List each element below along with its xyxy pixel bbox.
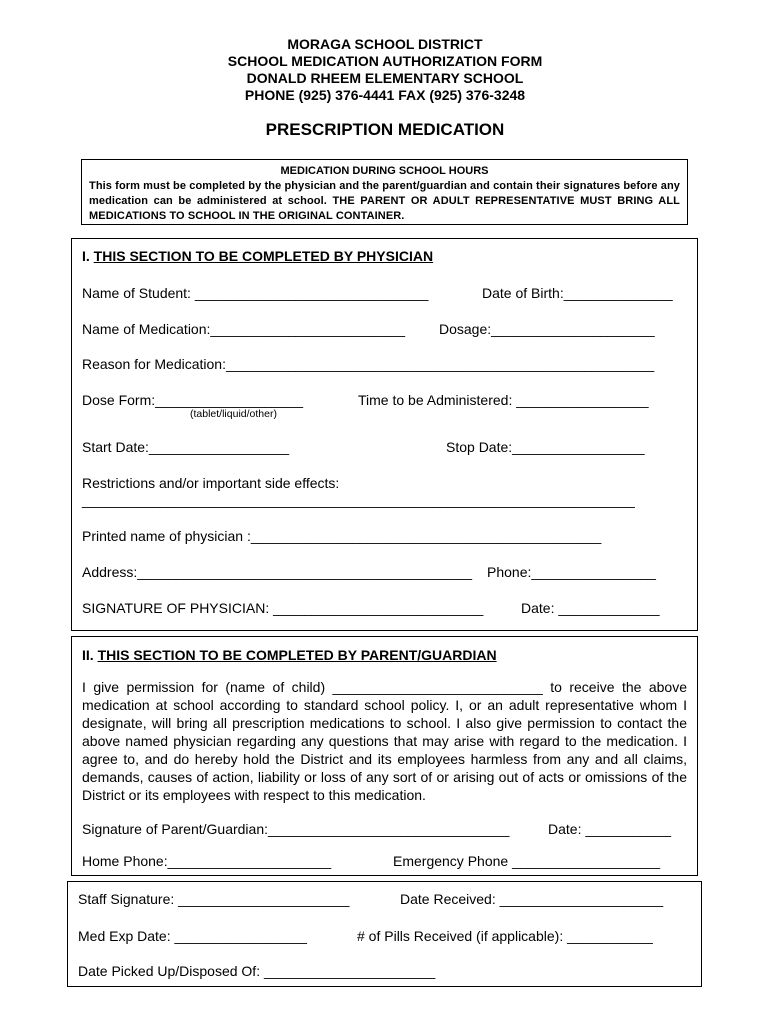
date-received-field[interactable]: Date Received: _____________________ [400, 891, 664, 907]
dose-form-hint: (tablet/liquid/other) [190, 408, 277, 420]
parent-section-heading [82, 647, 497, 663]
physician-date-field[interactable]: Date: _____________ [521, 600, 660, 616]
pills-received-field[interactable]: # of Pills Received (if applicable): ___________ [357, 928, 653, 944]
contact-line: PHONE (925) 376-4441 FAX (925) 376-3248 [244, 87, 526, 103]
student-name-field[interactable]: Name of Student: ______________________________ [82, 285, 429, 301]
time-administered-field[interactable]: Time to be Administered: _________________ [358, 392, 649, 408]
dosage-field[interactable]: Dosage:_____________________ [439, 321, 655, 337]
section-heading-text: THIS SECTION TO BE COMPLETED BY PARENT/GUARDIAN [97, 647, 497, 663]
district-name: MORAGA SCHOOL DISTRICT [287, 36, 483, 52]
physician-section-heading [82, 248, 433, 264]
address-field[interactable]: Address:___________________________________________ [82, 564, 473, 580]
start-date-field[interactable]: Start Date:__________________ [82, 439, 290, 455]
home-phone-field[interactable]: Home Phone:_____________________ [82, 853, 332, 869]
restrictions-label: Restrictions and/or important side effects: [82, 475, 340, 491]
medication-name-field[interactable]: Name of Medication:_________________________ [82, 321, 406, 337]
emergency-phone-field[interactable]: Emergency Phone ___________________ [393, 853, 661, 869]
physician-name-field[interactable]: Printed name of physician :_____________________________________________ [82, 528, 602, 544]
stop-date-field[interactable]: Stop Date:_________________ [446, 439, 645, 455]
parent-signature-field[interactable]: Signature of Parent/Guardian:_______________________________ [82, 821, 510, 837]
notice-title: MEDICATION DURING SCHOOL HOURS [280, 165, 489, 177]
physician-section [71, 238, 698, 631]
reason-field[interactable]: Reason for Medication:_______________________________________________________ [82, 356, 655, 372]
restrictions-field[interactable]: _______________________________________________________________________ [82, 492, 635, 508]
parent-date-field[interactable]: Date: ___________ [548, 821, 671, 837]
section-heading-text: THIS SECTION TO BE COMPLETED BY PHYSICIAN [93, 248, 434, 264]
date-of-birth-field[interactable]: Date of Birth:______________ [482, 285, 673, 301]
form-name: SCHOOL MEDICATION AUTHORIZATION FORM [227, 53, 543, 69]
permission-paragraph: I give permission for (name of child) ___________________________ to receive the above medication at school according to standard school policy. I, or an adult representative whom I designate, will bring all prescription medications to school. I also give permission to contact the above named physician regarding any questions that may arise with regard to the medication. I agree to, and do hereby hold the District and its employees harmless from any and all claims, demands, causes of action, liability or loss of any sort of or arising out of acts or omissions of the District or its employees with respect to this medication. [82, 679, 687, 803]
staff-signature-field[interactable]: Staff Signature: ______________________ [78, 891, 350, 907]
form-header [0, 36, 770, 104]
page-title: PRESCRIPTION MEDICATION [265, 120, 505, 139]
picked-up-field[interactable]: Date Picked Up/Disposed Of: ______________________ [78, 963, 436, 979]
dose-form-field[interactable]: Dose Form:___________________ [82, 392, 304, 408]
parent-section [71, 636, 698, 876]
physician-signature-field[interactable]: SIGNATURE OF PHYSICIAN: ___________________________ [82, 600, 484, 616]
notice-box [81, 159, 688, 225]
notice-body: This form must be completed by the physician and the parent/guardian and contain their signatures before any medication can be administered at school. THE PARENT OR ADULT REPRESENTATIVE MUST BRING ALL MEDICATIONS TO SCHOOL IN THE ORIGINAL CONTAINER. [89, 180, 680, 222]
phone-field[interactable]: Phone:________________ [487, 564, 656, 580]
med-exp-date-field[interactable]: Med Exp Date: _________________ [78, 928, 307, 944]
staff-section [67, 881, 702, 987]
section-number: I. [82, 248, 90, 264]
section-number: II. [82, 647, 94, 663]
school-name: DONALD RHEEM ELEMENTARY SCHOOL [246, 70, 524, 86]
